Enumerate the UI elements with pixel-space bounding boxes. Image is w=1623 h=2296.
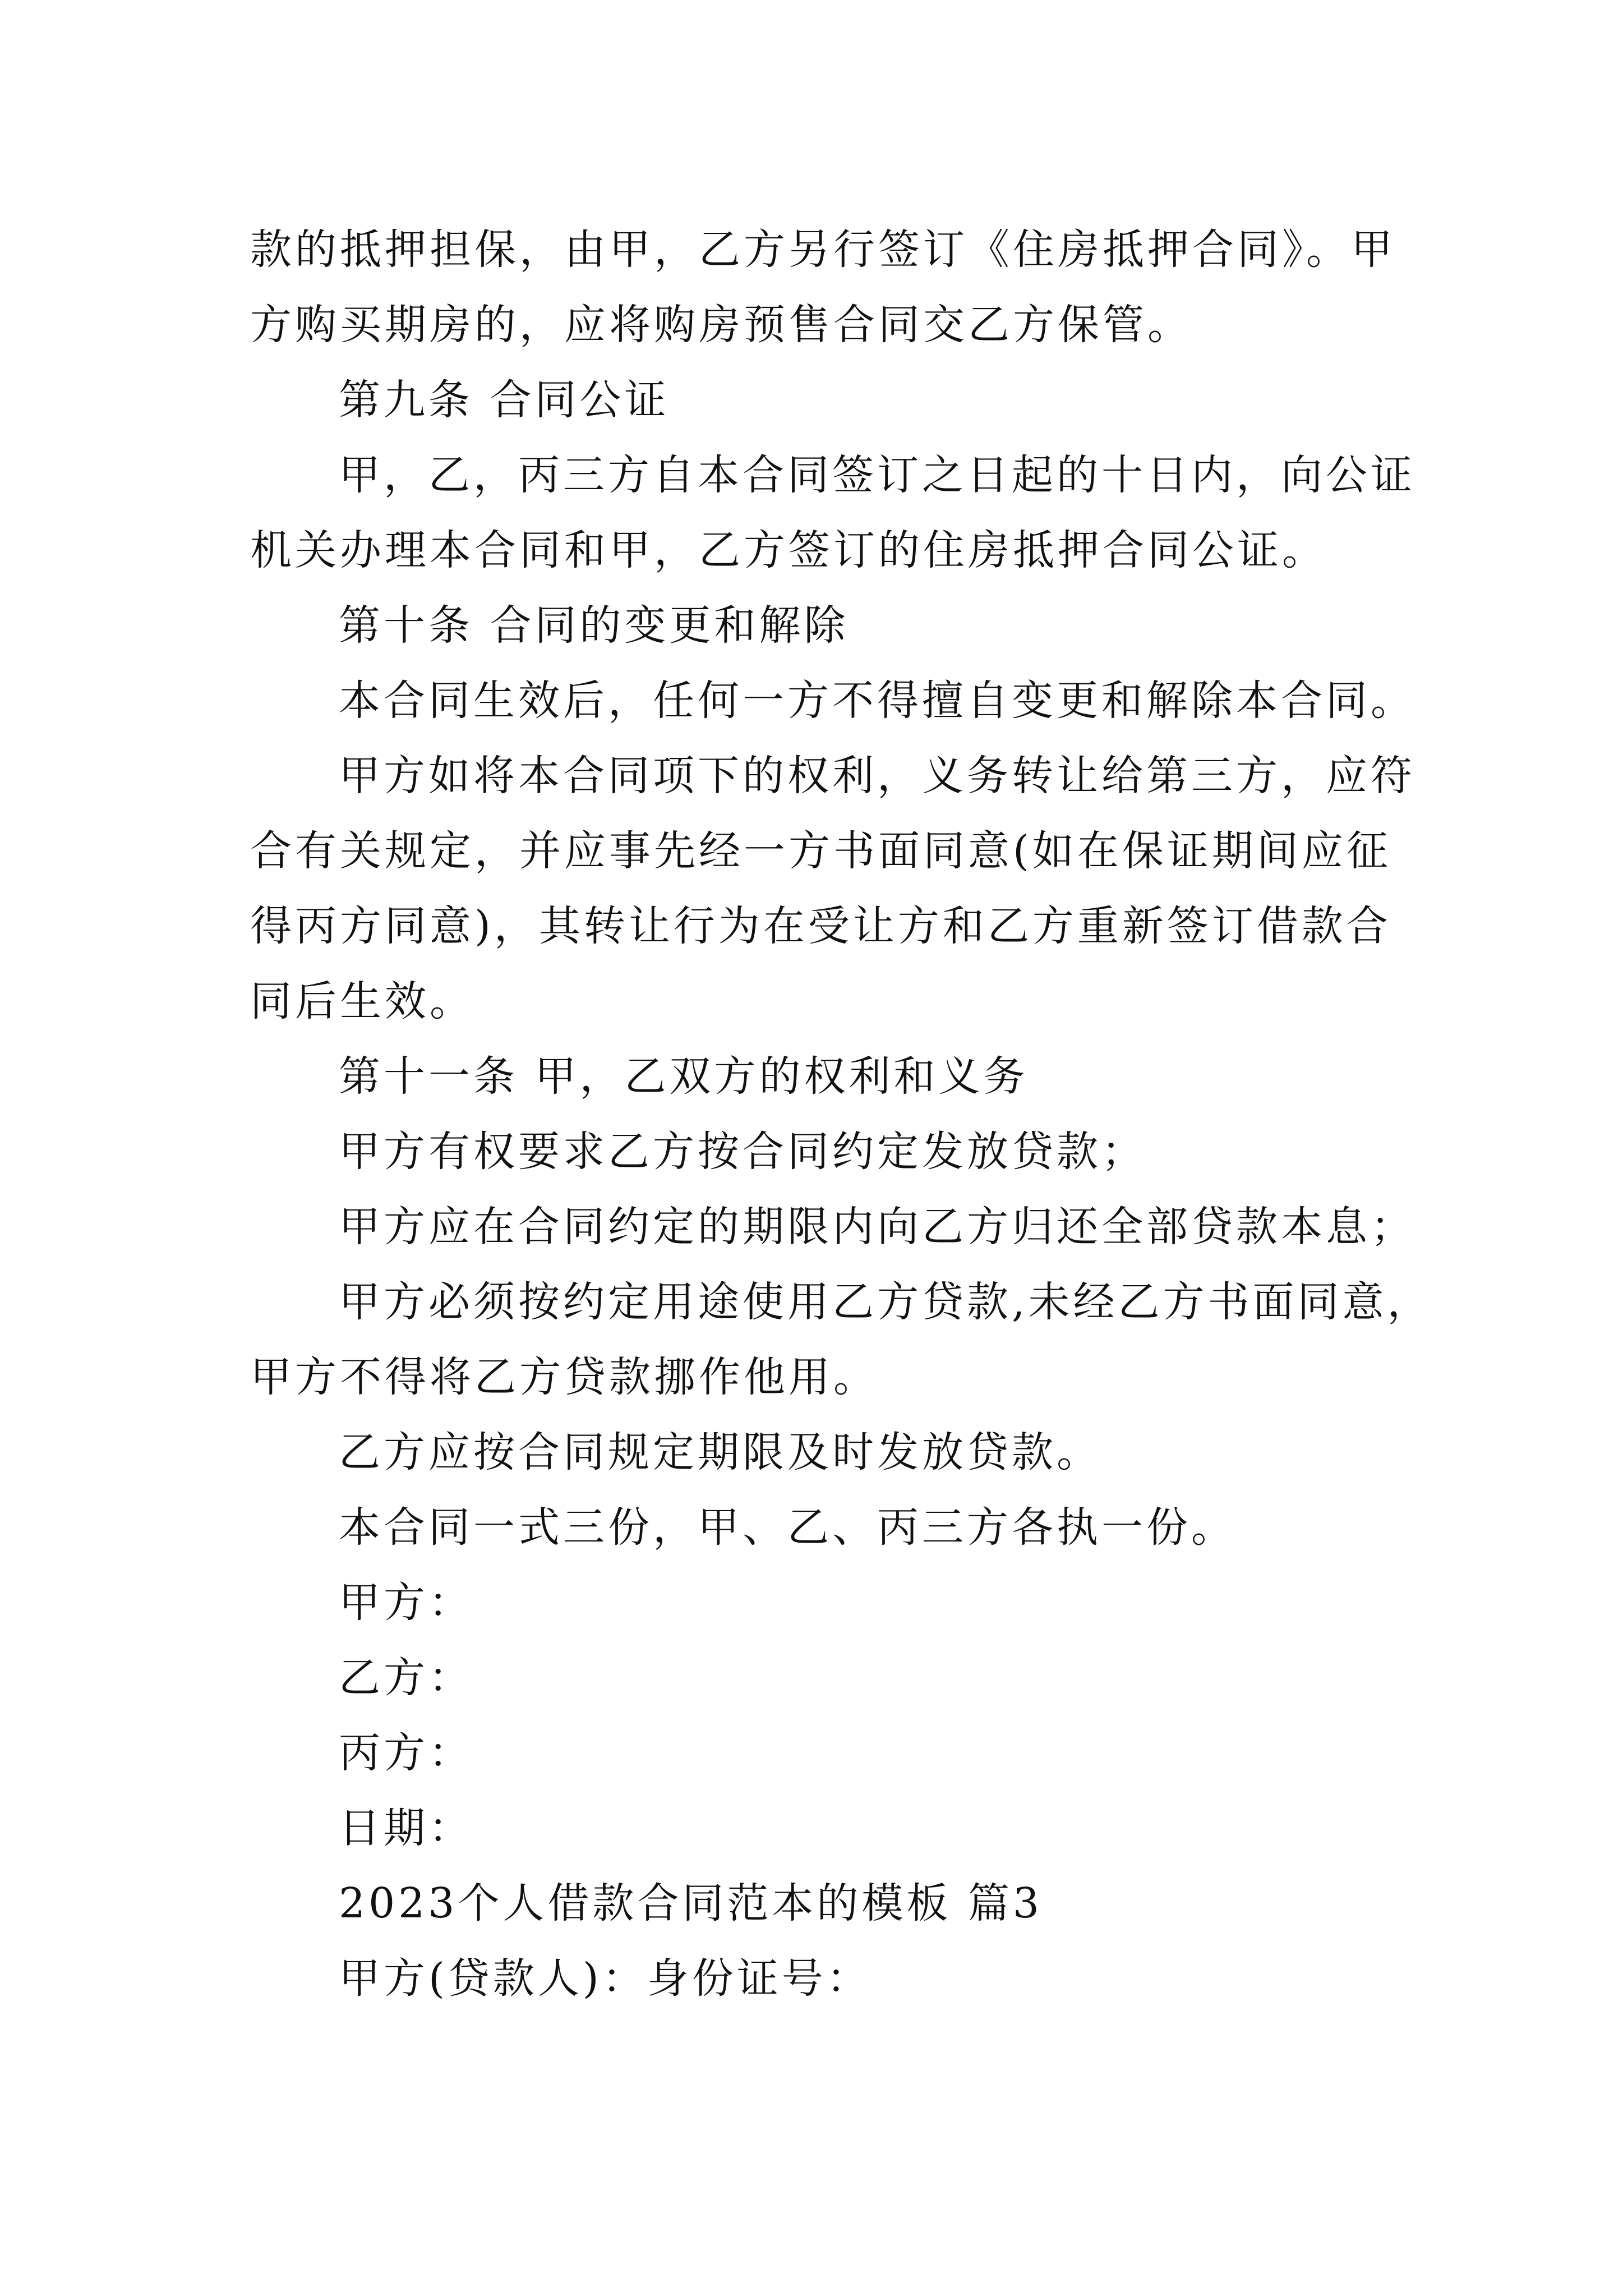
- text-line: 甲方(贷款人)：身份证号：: [339, 1954, 872, 2003]
- text-line: 本合同一式三份，甲、乙、丙三方各执一份。: [339, 1503, 1236, 1552]
- text-line: 甲方有权要求乙方按合同约定发放贷款；: [339, 1128, 1146, 1176]
- text-line: 款的抵押担保，由甲，乙方另行签订《住房抵押合同》。甲: [250, 226, 1396, 274]
- text-line: 甲方不得将乙方贷款挪作他用。: [250, 1353, 878, 1401]
- text-line: 合有关规定，并应事先经一方书面同意(如在保证期间应征: [250, 827, 1391, 875]
- text-line: 机关办理本合同和甲，乙方签订的住房抵押合同公证。: [250, 526, 1327, 574]
- signature-field-party-b: 乙方：: [339, 1654, 473, 1702]
- text-line: 同后生效。: [250, 977, 474, 1025]
- signature-field-party-c: 丙方：: [339, 1729, 473, 1777]
- date-field: 日期：: [339, 1804, 473, 1852]
- article-heading: 第十条 合同的变更和解除: [339, 601, 849, 650]
- text-line: 甲，乙，丙三方自本合同签订之日起的十日内，向公证: [339, 451, 1415, 499]
- text-line: 方购买期房的，应将购房预售合同交乙方保管。: [250, 301, 1192, 349]
- text-line: 乙方应按合同规定期限及时发放贷款。: [339, 1428, 1101, 1476]
- text-line: 甲方应在合同约定的期限内向乙方归还全部贷款本息；: [339, 1203, 1415, 1251]
- document-body: [250, 212, 1432, 2016]
- article-heading: 第九条 合同公证: [339, 376, 670, 424]
- text-line: 甲方必须按约定用途使用乙方贷款,未经乙方书面同意，: [339, 1278, 1432, 1326]
- text-line: 本合同生效后，任何一方不得擅自变更和解除本合同。: [339, 677, 1415, 725]
- signature-field-party-a: 甲方：: [339, 1579, 473, 1627]
- text-line: 得丙方同意)，其转让行为在受让方和乙方重新签订借款合: [250, 902, 1391, 950]
- section-title: 2023个人借款合同范本的模板 篇3: [339, 1879, 1043, 1927]
- text-line: 甲方如将本合同项下的权利，义务转让给第三方，应符: [339, 752, 1415, 800]
- article-heading: 第十一条 甲，乙双方的权利和义务: [339, 1052, 1029, 1101]
